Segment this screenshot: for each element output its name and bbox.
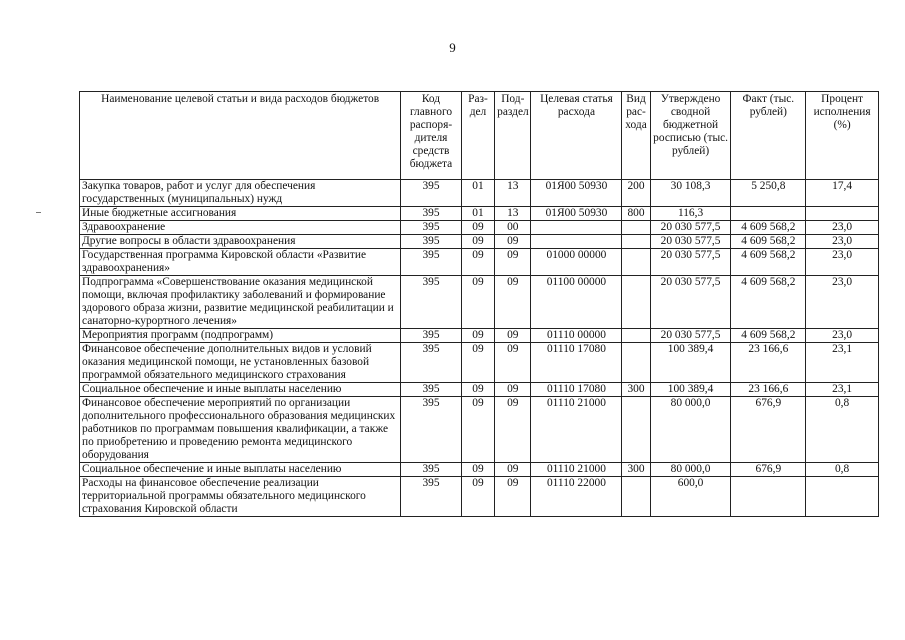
cell-approved: 20 030 577,5 [650, 276, 731, 329]
header-code: Код главного распоря-дителя средств бюджета [401, 92, 462, 180]
cell-code: 395 [401, 276, 462, 329]
cell-target: 01110 22000 [531, 477, 622, 517]
cell-target: 01110 17080 [531, 383, 622, 397]
cell-subsection: 09 [495, 477, 531, 517]
table-row [80, 207, 879, 221]
cell-section: 09 [461, 397, 494, 463]
cell-percent: 23,1 [806, 383, 879, 397]
cell-target: 01110 21000 [531, 397, 622, 463]
table-body [80, 180, 879, 517]
cell-name: Подпрограмма «Совершенствование оказания медицинской помощи, включая профилактику заболеваний и формирование здорового образа жизни, развитие медицинской реабилитации и санаторно-курортного лечения» [80, 276, 401, 329]
cell-approved: 100 389,4 [650, 383, 731, 397]
cell-name: Иные бюджетные ассигнования [80, 207, 401, 221]
cell-percent: 23,0 [806, 221, 879, 235]
cell-code: 395 [401, 249, 462, 276]
cell-approved: 80 000,0 [650, 463, 731, 477]
table-row [80, 463, 879, 477]
cell-name: Государственная программа Кировской области «Развитие здравоохранения» [80, 249, 401, 276]
cell-code: 395 [401, 397, 462, 463]
cell-subsection: 00 [495, 221, 531, 235]
cell-name: Финансовое обеспечение дополнительных видов и условий оказания медицинской помощи, не установленных базовой программой обязательного медицинского страхования [80, 343, 401, 383]
cell-code: 395 [401, 221, 462, 235]
cell-target: 01110 00000 [531, 329, 622, 343]
cell-subsection: 09 [495, 343, 531, 383]
cell-name: Социальное обеспечение и иные выплаты населению [80, 463, 401, 477]
table-row [80, 235, 879, 249]
cell-approved: 600,0 [650, 477, 731, 517]
cell-subsection: 09 [495, 235, 531, 249]
cell-kind [622, 221, 650, 235]
cell-code: 395 [401, 329, 462, 343]
cell-kind [622, 343, 650, 383]
cell-fact: 4 609 568,2 [731, 276, 806, 329]
cell-kind [622, 477, 650, 517]
header-fact: Факт (тыс. рублей) [731, 92, 806, 180]
cell-percent: 23,0 [806, 249, 879, 276]
header-section: Раз-дел [461, 92, 494, 180]
cell-approved: 80 000,0 [650, 397, 731, 463]
cell-section: 01 [461, 180, 494, 207]
cell-approved: 20 030 577,5 [650, 235, 731, 249]
margin-mark [36, 212, 41, 213]
cell-subsection: 13 [495, 207, 531, 221]
table-row [80, 477, 879, 517]
cell-code: 395 [401, 180, 462, 207]
cell-fact: 676,9 [731, 463, 806, 477]
cell-target: 01000 00000 [531, 249, 622, 276]
cell-approved: 30 108,3 [650, 180, 731, 207]
cell-kind [622, 249, 650, 276]
cell-code: 395 [401, 207, 462, 221]
header-row [80, 92, 879, 180]
cell-percent: 23,1 [806, 343, 879, 383]
cell-kind [622, 235, 650, 249]
cell-percent [806, 207, 879, 221]
cell-section: 09 [461, 276, 494, 329]
cell-code: 395 [401, 343, 462, 383]
header-approved: Утверждено сводной бюджетной росписью (тыс. рублей) [650, 92, 731, 180]
header-target: Целевая статья расхода [531, 92, 622, 180]
header-percent: Процент исполнения (%) [806, 92, 879, 180]
cell-target: 01110 21000 [531, 463, 622, 477]
cell-percent: 23,0 [806, 329, 879, 343]
cell-subsection: 09 [495, 397, 531, 463]
cell-section: 09 [461, 463, 494, 477]
cell-name: Закупка товаров, работ и услуг для обеспечения государственных (муниципальных) нужд [80, 180, 401, 207]
budget-table [79, 91, 879, 517]
cell-subsection: 09 [495, 329, 531, 343]
table-row [80, 383, 879, 397]
cell-name: Здравоохранение [80, 221, 401, 235]
cell-subsection: 09 [495, 383, 531, 397]
cell-fact: 23 166,6 [731, 343, 806, 383]
cell-target [531, 235, 622, 249]
cell-kind [622, 276, 650, 329]
cell-fact: 4 609 568,2 [731, 221, 806, 235]
cell-percent: 0,8 [806, 397, 879, 463]
table-row [80, 276, 879, 329]
cell-percent [806, 477, 879, 517]
cell-target: 01Я00 50930 [531, 180, 622, 207]
cell-name: Мероприятия программ (подпрограмм) [80, 329, 401, 343]
cell-name: Социальное обеспечение и иные выплаты населению [80, 383, 401, 397]
table-row [80, 249, 879, 276]
cell-code: 395 [401, 235, 462, 249]
cell-section: 09 [461, 343, 494, 383]
cell-section: 09 [461, 477, 494, 517]
cell-kind: 300 [622, 383, 650, 397]
cell-section: 09 [461, 221, 494, 235]
cell-kind: 300 [622, 463, 650, 477]
cell-percent: 17,4 [806, 180, 879, 207]
cell-fact: 4 609 568,2 [731, 235, 806, 249]
cell-fact: 23 166,6 [731, 383, 806, 397]
cell-approved: 20 030 577,5 [650, 221, 731, 235]
cell-target: 01Я00 50930 [531, 207, 622, 221]
table-header [80, 92, 879, 180]
cell-kind [622, 329, 650, 343]
cell-code: 395 [401, 463, 462, 477]
header-kind: Вид рас-хода [622, 92, 650, 180]
cell-section: 09 [461, 329, 494, 343]
cell-section: 01 [461, 207, 494, 221]
cell-percent: 23,0 [806, 276, 879, 329]
cell-approved: 100 389,4 [650, 343, 731, 383]
cell-approved: 20 030 577,5 [650, 249, 731, 276]
cell-subsection: 09 [495, 249, 531, 276]
cell-fact [731, 207, 806, 221]
cell-section: 09 [461, 249, 494, 276]
cell-name: Расходы на финансовое обеспечение реализации территориальной программы обязательного медицинского страхования Кировской области [80, 477, 401, 517]
header-subsection: Под-раздел [495, 92, 531, 180]
cell-kind [622, 397, 650, 463]
cell-fact: 4 609 568,2 [731, 329, 806, 343]
table-row [80, 397, 879, 463]
cell-target: 01100 00000 [531, 276, 622, 329]
table-row [80, 221, 879, 235]
table-row [80, 180, 879, 207]
cell-approved: 20 030 577,5 [650, 329, 731, 343]
cell-subsection: 09 [495, 276, 531, 329]
table-row [80, 329, 879, 343]
cell-subsection: 13 [495, 180, 531, 207]
cell-section: 09 [461, 383, 494, 397]
page-number: 9 [449, 40, 456, 55]
cell-fact: 4 609 568,2 [731, 249, 806, 276]
cell-percent: 23,0 [806, 235, 879, 249]
cell-kind: 800 [622, 207, 650, 221]
cell-name: Финансовое обеспечение мероприятий по организации дополнительного профессионального образования медицинских работников по программам повышения квалификации, а также по приобретению и проведению ремонта медицинского оборудования [80, 397, 401, 463]
cell-target [531, 221, 622, 235]
cell-code: 395 [401, 383, 462, 397]
cell-subsection: 09 [495, 463, 531, 477]
cell-fact: 676,9 [731, 397, 806, 463]
cell-fact [731, 477, 806, 517]
cell-fact: 5 250,8 [731, 180, 806, 207]
cell-section: 09 [461, 235, 494, 249]
cell-kind: 200 [622, 180, 650, 207]
cell-code: 395 [401, 477, 462, 517]
header-name: Наименование целевой статьи и вида расходов бюджетов [80, 92, 401, 180]
cell-name: Другие вопросы в области здравоохранения [80, 235, 401, 249]
cell-target: 01110 17080 [531, 343, 622, 383]
table-row [80, 343, 879, 383]
cell-approved: 116,3 [650, 207, 731, 221]
cell-percent: 0,8 [806, 463, 879, 477]
